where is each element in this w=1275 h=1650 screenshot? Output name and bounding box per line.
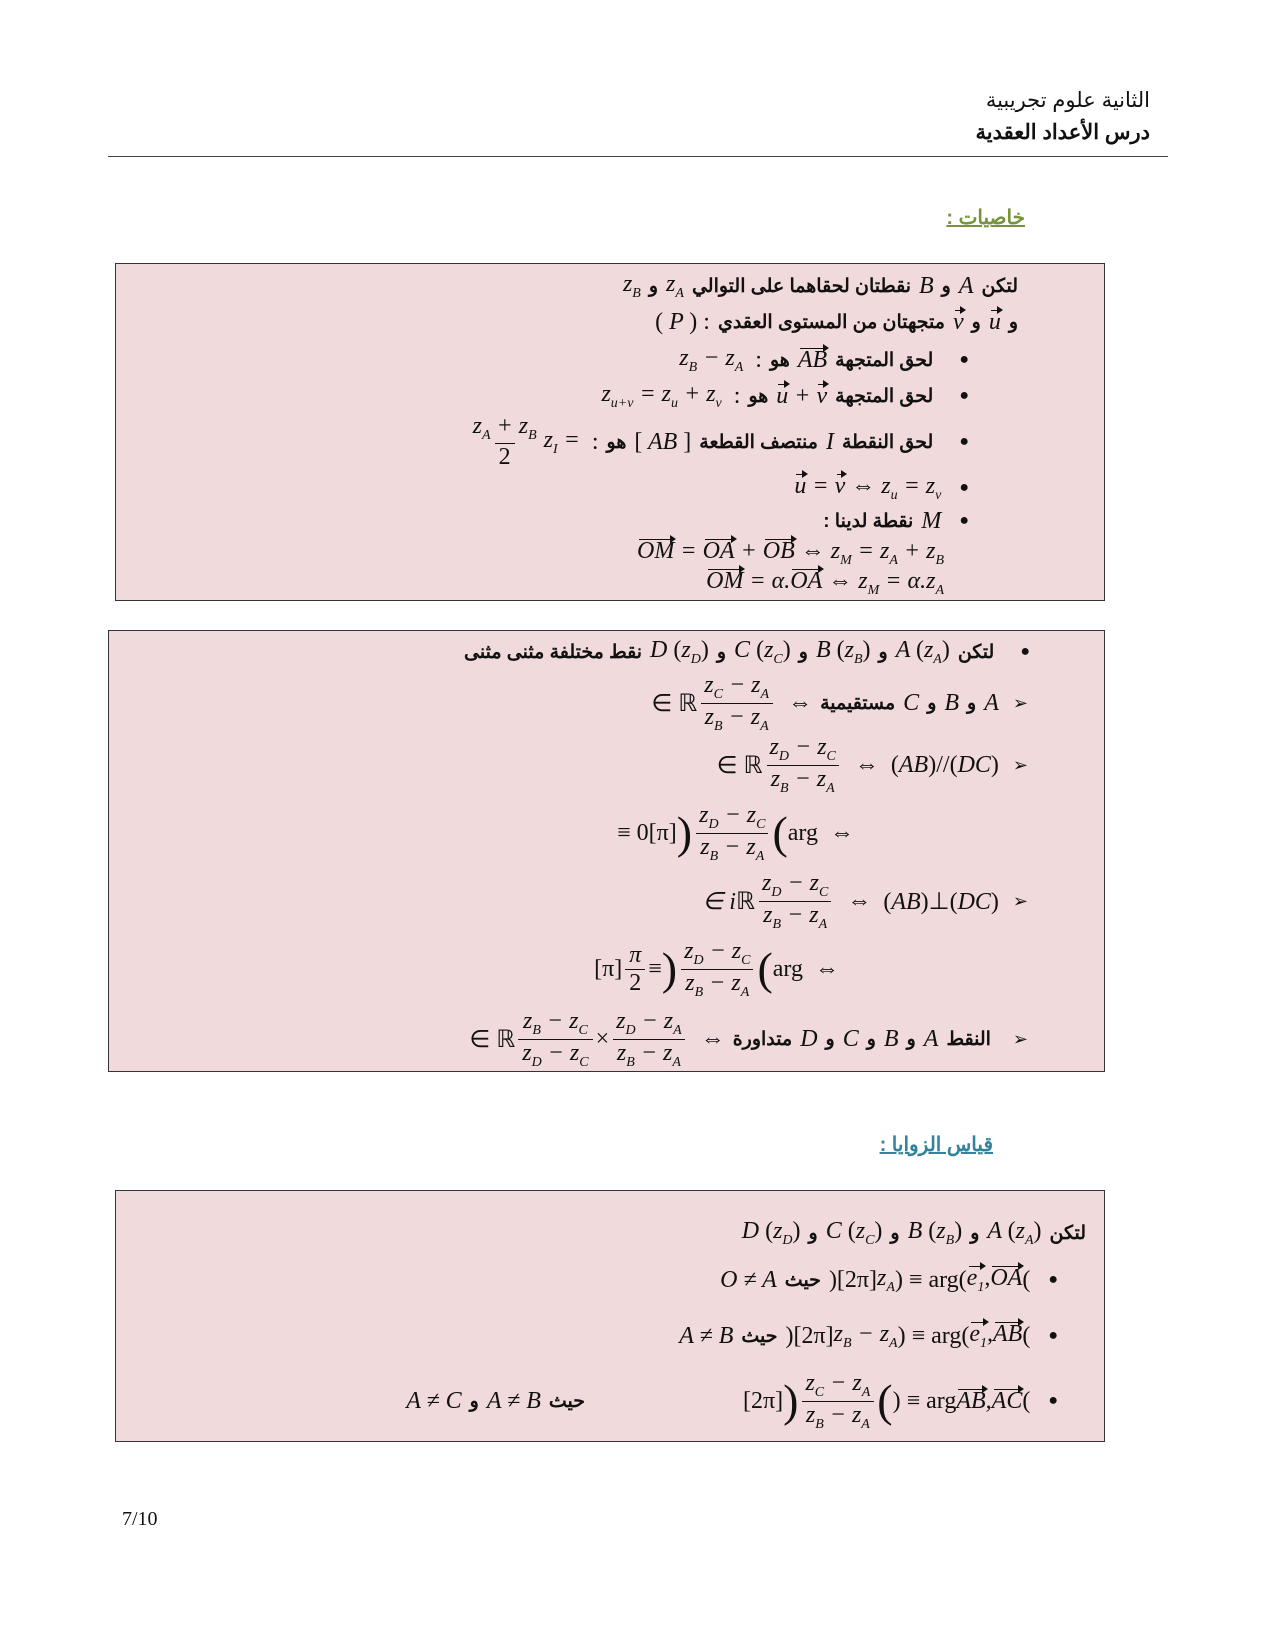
- section-title-properties: خاصيات :: [946, 207, 1025, 229]
- text-and: و: [890, 1222, 900, 1244]
- text-and: و: [866, 1028, 876, 1050]
- text-and: و: [808, 1222, 818, 1244]
- header-class-level: الثانية علوم تجريبية: [985, 89, 1150, 112]
- section-title-angles: قياس الزوايا :: [879, 1134, 993, 1156]
- text-and: و: [906, 1028, 916, 1050]
- box1-item-vector-ab: ● لحق المتجهة AB هو : $z_B - z_A$: [679, 344, 969, 375]
- box1-formula-sum: OM = OA + OB ⇔ $z_M = z_A + z_B$: [637, 537, 944, 568]
- text-and: و: [798, 641, 808, 663]
- box2-concyclic: ➢ النقط A و B و C و D متداورة ⇔ $\frac{z_D - z_A}{z_B - z_A}$ × $\frac{z_B - z_C}{z_D - z_C}$ ∈ ℝ: [469, 1007, 1028, 1070]
- text-and: و: [648, 275, 659, 297]
- box1-item-vector-sum: ● لحق المتجهة u + v هو : $z_{u+v} = z_u + z_v$: [601, 380, 969, 411]
- box3-angle-e1-ab: ● ( $e_1,AB$ ) ≡ arg( $z_B - z_A$ )[2π] حيث A ≠ B: [679, 1320, 1058, 1351]
- box3-angle-ab-ac: ● ( AB,AC ) ≡ arg ( $\frac{z_C - z_A}{z_B - z_A}$ ) [2π] حيث A ≠ B و A ≠ C: [406, 1369, 1058, 1432]
- text-is: هو: [769, 349, 790, 371]
- text-where: حيث: [741, 1325, 778, 1347]
- text-affix-point: لحق النقطة: [841, 431, 934, 453]
- text-and: و: [878, 641, 888, 663]
- text-is: هو: [606, 431, 627, 453]
- text-and: و: [825, 1028, 835, 1050]
- text-and: و: [967, 692, 977, 714]
- box1-line2: و u و v متجهتان من المستوى العقدي ( P ) :: [655, 308, 1018, 335]
- box2-collinear: ➢ A و B و C مستقيمية ⇔ $\frac{z_C - z_A}{z_B - z_A}$ ∈ ℝ: [651, 671, 1028, 734]
- text-and: و: [716, 641, 727, 663]
- box1-formula-scalar: OM = α.OA ⇔ $z_M = \alpha.z_A$: [706, 567, 944, 598]
- text-and: و: [970, 1222, 980, 1244]
- text-midpoint: منتصف القطعة: [699, 431, 818, 453]
- text-point-we-have: نقطة لدينا :: [823, 510, 914, 532]
- angle-measures-box: [115, 1190, 1105, 1442]
- box2-perpendicular-arg: ⇔ arg ( $\frac{z_D - z_C}{z_B - z_A}$ ) ≡ $\frac{\pi}{2}$ [π]: [594, 937, 839, 1000]
- text-and: و: [469, 1390, 479, 1412]
- box1-item-point-m: ● M نقطة لدينا :: [823, 507, 969, 534]
- box1-item-equality: ● u = v ⇔ $z_u = z_v$: [794, 472, 969, 503]
- text-affix-vector: لحق المتجهة: [835, 385, 934, 407]
- header-divider: [108, 156, 1168, 157]
- box2-intro: ● لتكن A $(z_A)$ و B $(z_B)$ و C $(z_C)$ و D $(z_D)$ نقط مختلفة مثنى مثنى: [464, 636, 1030, 667]
- box1-line1: لتكن A و B نقطتان لحقاهما على التوالي $z_A$ و $z_B$: [622, 270, 1018, 301]
- box3-intro: لتكن A $(z_A)$ و B $(z_B)$ و C $(z_C)$ و D $(z_D)$: [741, 1217, 1086, 1248]
- text-two-vectors: متجهتان من المستوى العقدي: [717, 311, 945, 333]
- text-and: و: [971, 311, 981, 333]
- text-collinear: مستقيمية: [820, 692, 896, 714]
- properties-box: [115, 263, 1105, 601]
- text-let: لتكن: [1049, 1222, 1086, 1244]
- box3-angle-e1-oa: ● ( $e_1,OA$ ) ≡ arg( $z_A$ )[2π] حيث O ≠ A: [720, 1264, 1058, 1295]
- text-concyclic: متداورة: [732, 1028, 793, 1050]
- text-and: و: [1008, 311, 1018, 333]
- text-and: و: [927, 692, 937, 714]
- text-distinct-points: نقط مختلفة مثنى مثنى: [464, 641, 643, 663]
- text-the-points: النقط: [946, 1028, 991, 1050]
- box2-parallel-arg: ⇔ arg ( $\frac{z_D - z_C}{z_B - z_A}$ ) ≡ 0[π]: [617, 801, 854, 864]
- header-lesson-title: درس الأعداد العقدية: [975, 121, 1150, 144]
- page-number: 7/10: [122, 1508, 158, 1530]
- text-two-points: نقطتان لحقاهما على التوالي: [691, 275, 911, 297]
- box2-parallel: ➢ (AB)//(DC) ⇔ $\frac{z_D - z_C}{z_B - z_A}$ ∈ ℝ: [716, 733, 1028, 796]
- text-affix-vector: لحق المتجهة: [835, 349, 934, 371]
- box2-perpendicular: ➢ (AB)⊥(DC) ⇔ $\frac{z_D - z_C}{z_B - z_A}$ ∈ iℝ: [702, 869, 1028, 932]
- text-let: لتكن: [981, 275, 1018, 297]
- text-let: لتكن: [957, 641, 995, 663]
- box1-item-midpoint: ● لحق النقطة I منتصف القطعة [ AB ] هو : $z_I$ = $\frac{z_A + z_B}{2}$: [472, 412, 969, 471]
- text-where: حيث: [784, 1269, 821, 1291]
- text-where: حيث: [548, 1390, 586, 1412]
- text-is: هو: [748, 385, 769, 407]
- points-configuration-box: [108, 630, 1105, 1072]
- text-and: و: [941, 275, 951, 297]
